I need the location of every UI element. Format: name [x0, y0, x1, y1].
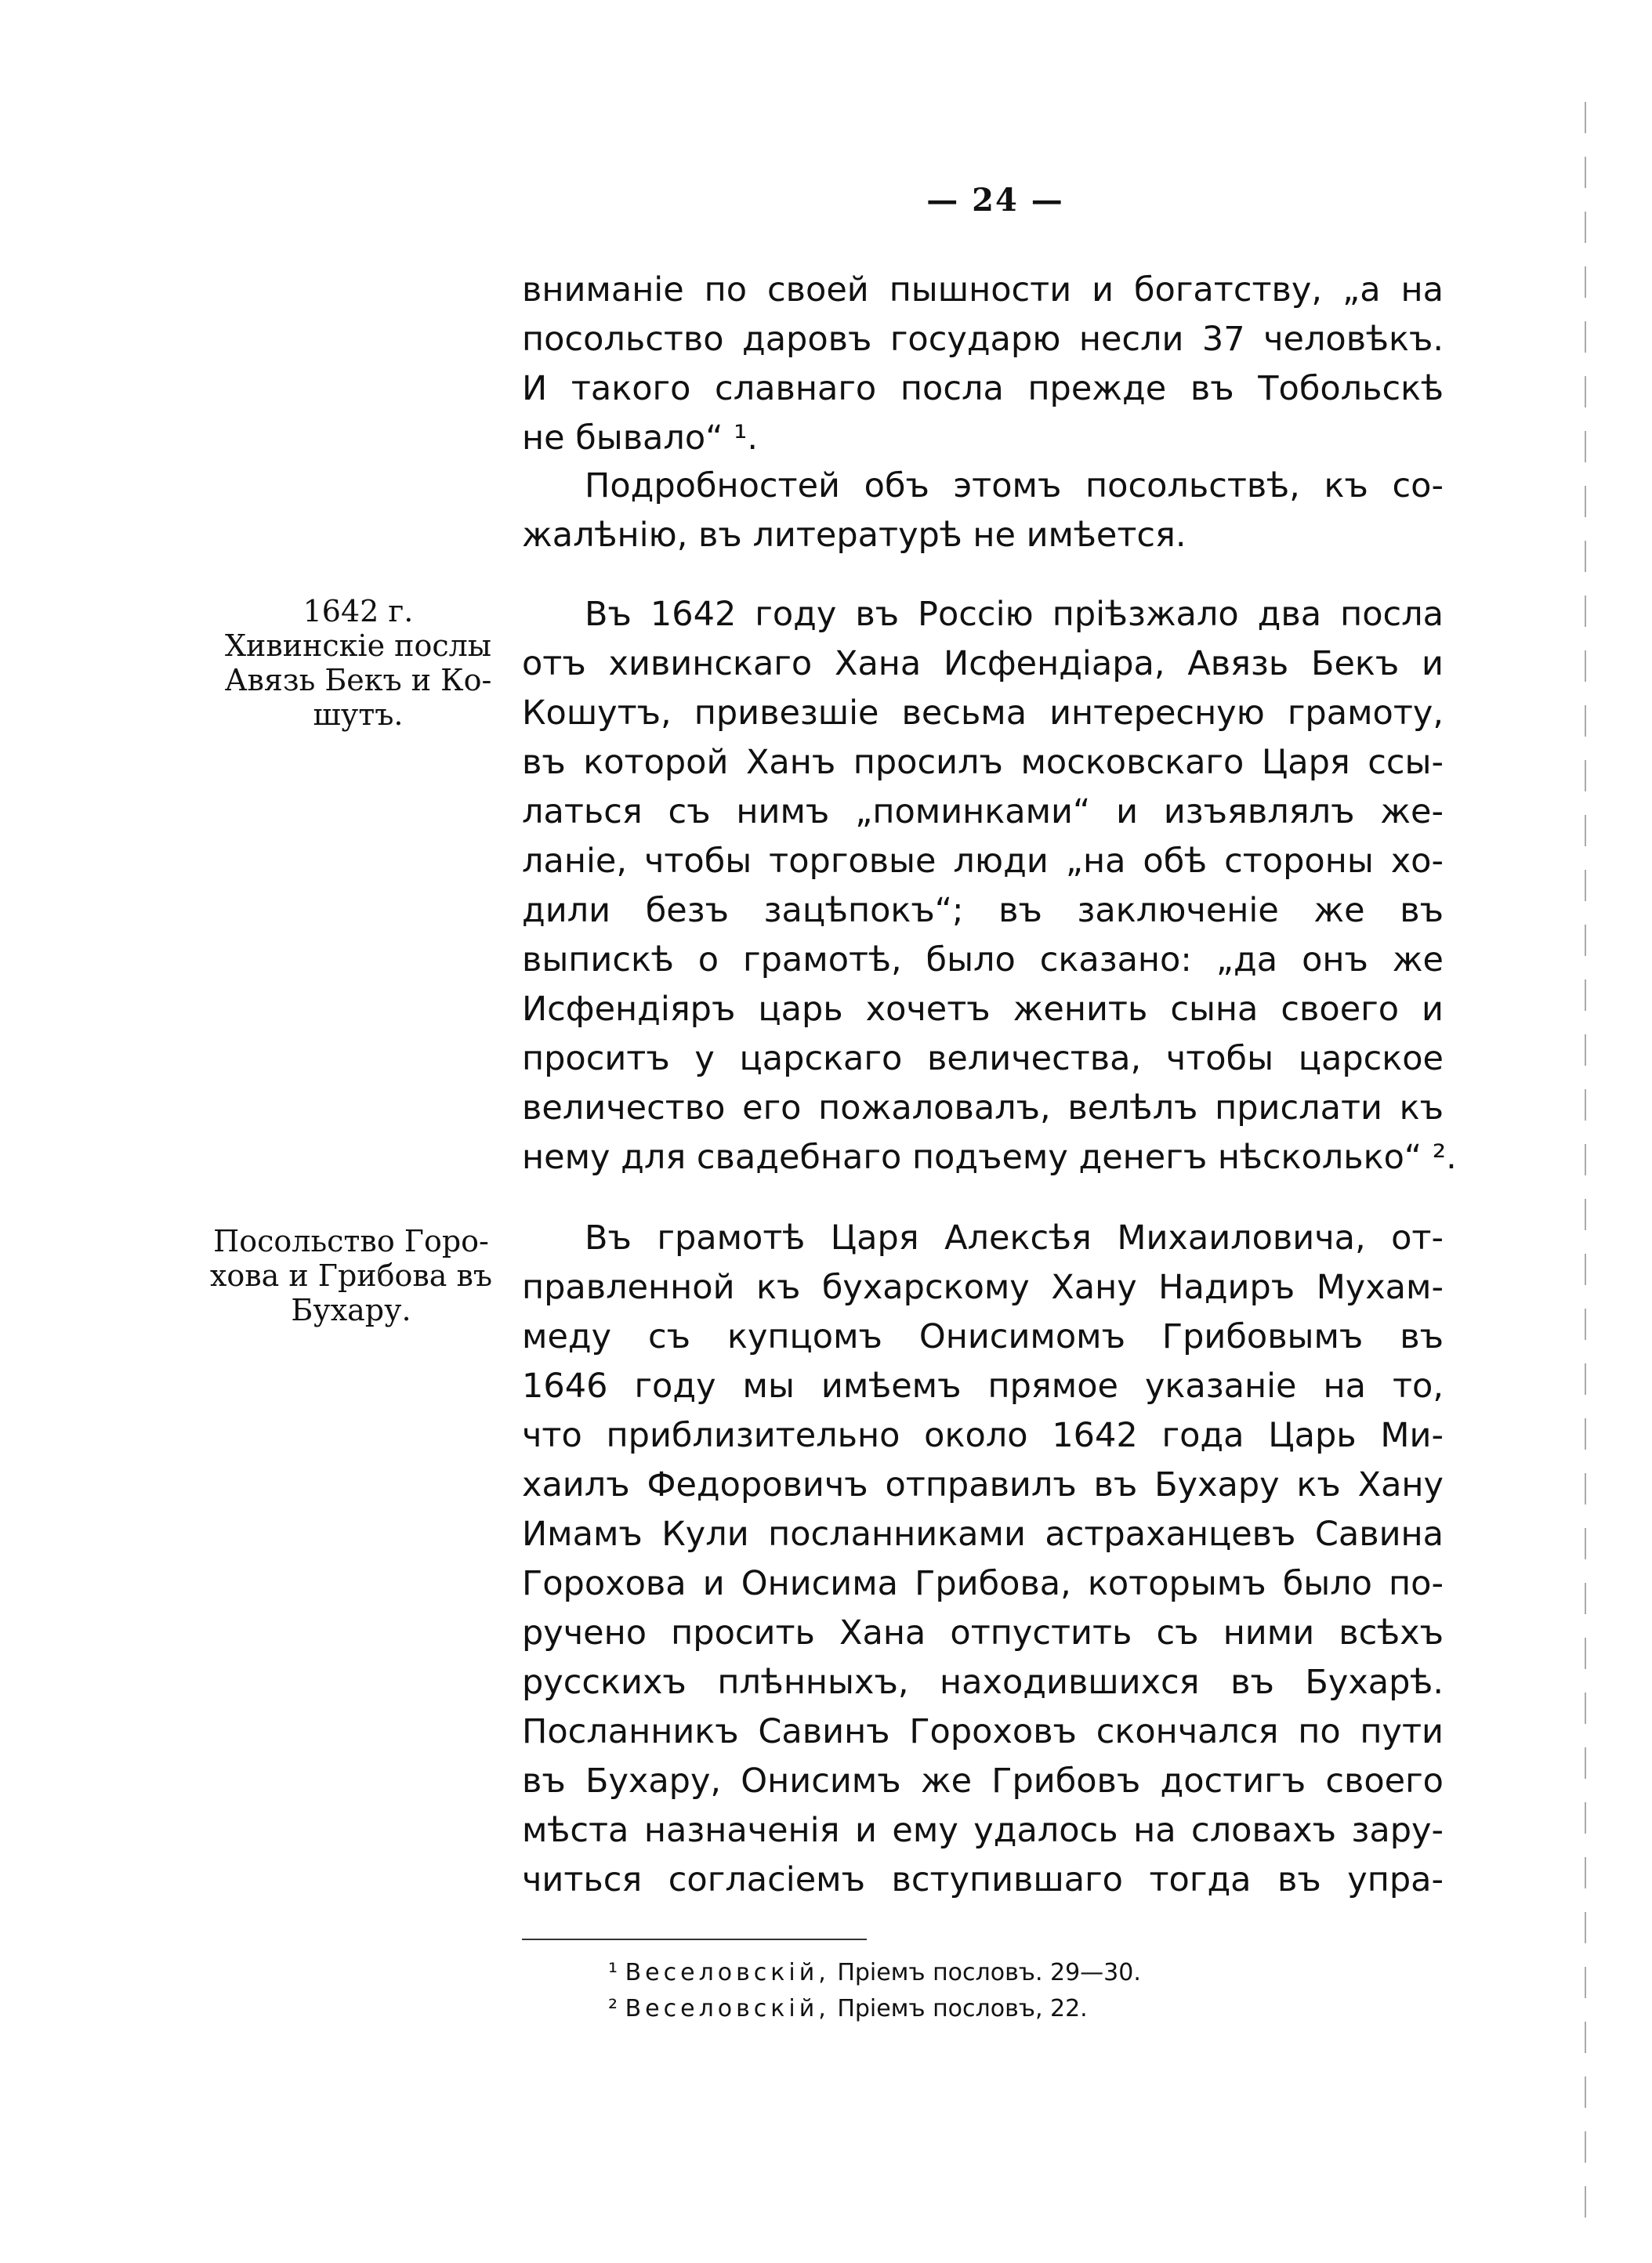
footnote-2: [608, 1995, 1088, 2022]
margin-note-khiva-envoys: [205, 594, 511, 732]
footnote-1: [608, 1959, 1141, 1986]
text-line: отъ хивинскаго Хана Исфендіара, Авязь Бекъ и: [522, 644, 1444, 683]
footnote-author: Веселовскій,: [625, 1959, 830, 1986]
text-line: въ Бухару, Онисимъ же Грибовъ достигъ своего: [522, 1762, 1444, 1801]
text-line: мѣста назначенія и ему удалось на словахъ зару-: [522, 1811, 1444, 1850]
text-line: что приблизительно около 1642 года Царь Ми-: [522, 1416, 1444, 1455]
footnote-text: Пріемъ пословъ, 22.: [837, 1995, 1088, 2022]
text-line: Въ грамотѣ Царя Алексѣя Михаиловича, от-: [585, 1218, 1444, 1258]
margin-note-bukhara-embassy: [194, 1224, 508, 1327]
text-line: Посланникъ Савинъ Гороховъ скончался по пути: [522, 1712, 1444, 1751]
page-edge-shadow: [1585, 102, 1586, 2233]
text-line: И такого славнаго посла прежде въ Тобольскѣ: [522, 369, 1444, 408]
text-line: ланіе, чтобы торговые люди „на обѣ стороны хо-: [522, 842, 1444, 881]
page-number: — 24 —: [926, 182, 1064, 219]
text-line: посольство даровъ государю несли 37 человѣкъ.: [522, 320, 1444, 359]
footnote-author: Веселовскій,: [625, 1995, 830, 2022]
text-line: дили безъ зацѣпокъ“; въ заключеніе же въ: [522, 891, 1444, 930]
text-line: въ которой Ханъ просилъ московскаго Царя ссы-: [522, 743, 1444, 782]
text-line: нему для свадебнаго подъему денегъ нѣсколько“ ².: [522, 1138, 1457, 1177]
footnote-separator: [522, 1939, 867, 1940]
text-line: Кошутъ, привезшіе весьма интересную грамоту,: [522, 693, 1444, 733]
margin-note-line: Авязь Бекъ и Ко-: [224, 663, 492, 697]
text-line: Въ 1642 году въ Россію пріѣзжало два посла: [585, 595, 1444, 634]
footnote-mark: ¹: [608, 1959, 618, 1986]
footnote-mark: ²: [608, 1995, 618, 2022]
text-line: меду съ купцомъ Онисимомъ Грибовымъ въ: [522, 1317, 1444, 1356]
text-line: ручено просить Хана отпустить съ ними всѣхъ: [522, 1613, 1444, 1653]
margin-note-line: шутъ.: [313, 697, 404, 732]
margin-note-line: хова и Грибова въ: [209, 1258, 493, 1293]
text-line: правленной къ бухарскому Хану Надиръ Мухам-: [522, 1268, 1444, 1307]
text-line: читься согласіемъ вступившаго тогда въ упра-: [522, 1860, 1444, 1899]
footnote-text: Пріемъ пословъ. 29—30.: [837, 1959, 1141, 1986]
margin-note-line: Хивинскіе послы: [224, 628, 492, 663]
text-line: 1646 году мы имѣемъ прямое указаніе на то,: [522, 1367, 1444, 1406]
text-line: выпискѣ о грамотѣ, было сказано: „да онъ же: [522, 940, 1444, 979]
text-line: не бывало“ ¹.: [522, 418, 759, 458]
text-line: Подробностей объ этомъ посольствѣ, къ со-: [585, 466, 1444, 505]
text-line: величество его пожаловалъ, велѣлъ прислати къ: [522, 1088, 1444, 1128]
text-line: проситъ у царскаго величества, чтобы царское: [522, 1039, 1444, 1078]
text-line: Имамъ Кули посланниками астраханцевъ Савина: [522, 1515, 1444, 1554]
text-line: вниманіе по своей пышности и богатству, „а на: [522, 270, 1444, 310]
text-line: жалѣнію, въ литературѣ не имѣется.: [522, 516, 1186, 555]
margin-note-line: 1642 г.: [303, 594, 414, 628]
margin-note-line: Посольство Горо-: [213, 1224, 489, 1258]
text-line: Горохова и Онисима Грибова, которымъ было по-: [522, 1564, 1444, 1603]
text-line: хаилъ Федоровичъ отправилъ въ Бухару къ Хану: [522, 1465, 1444, 1504]
text-line: русскихъ плѣнныхъ, находившихся въ Бухарѣ.: [522, 1663, 1444, 1702]
margin-note-line: Бухару.: [291, 1293, 411, 1327]
text-line: латься съ нимъ „поминками“ и изъявлялъ же-: [522, 792, 1444, 831]
text-line: Исфендіяръ царь хочетъ женить сына своего и: [522, 990, 1444, 1029]
